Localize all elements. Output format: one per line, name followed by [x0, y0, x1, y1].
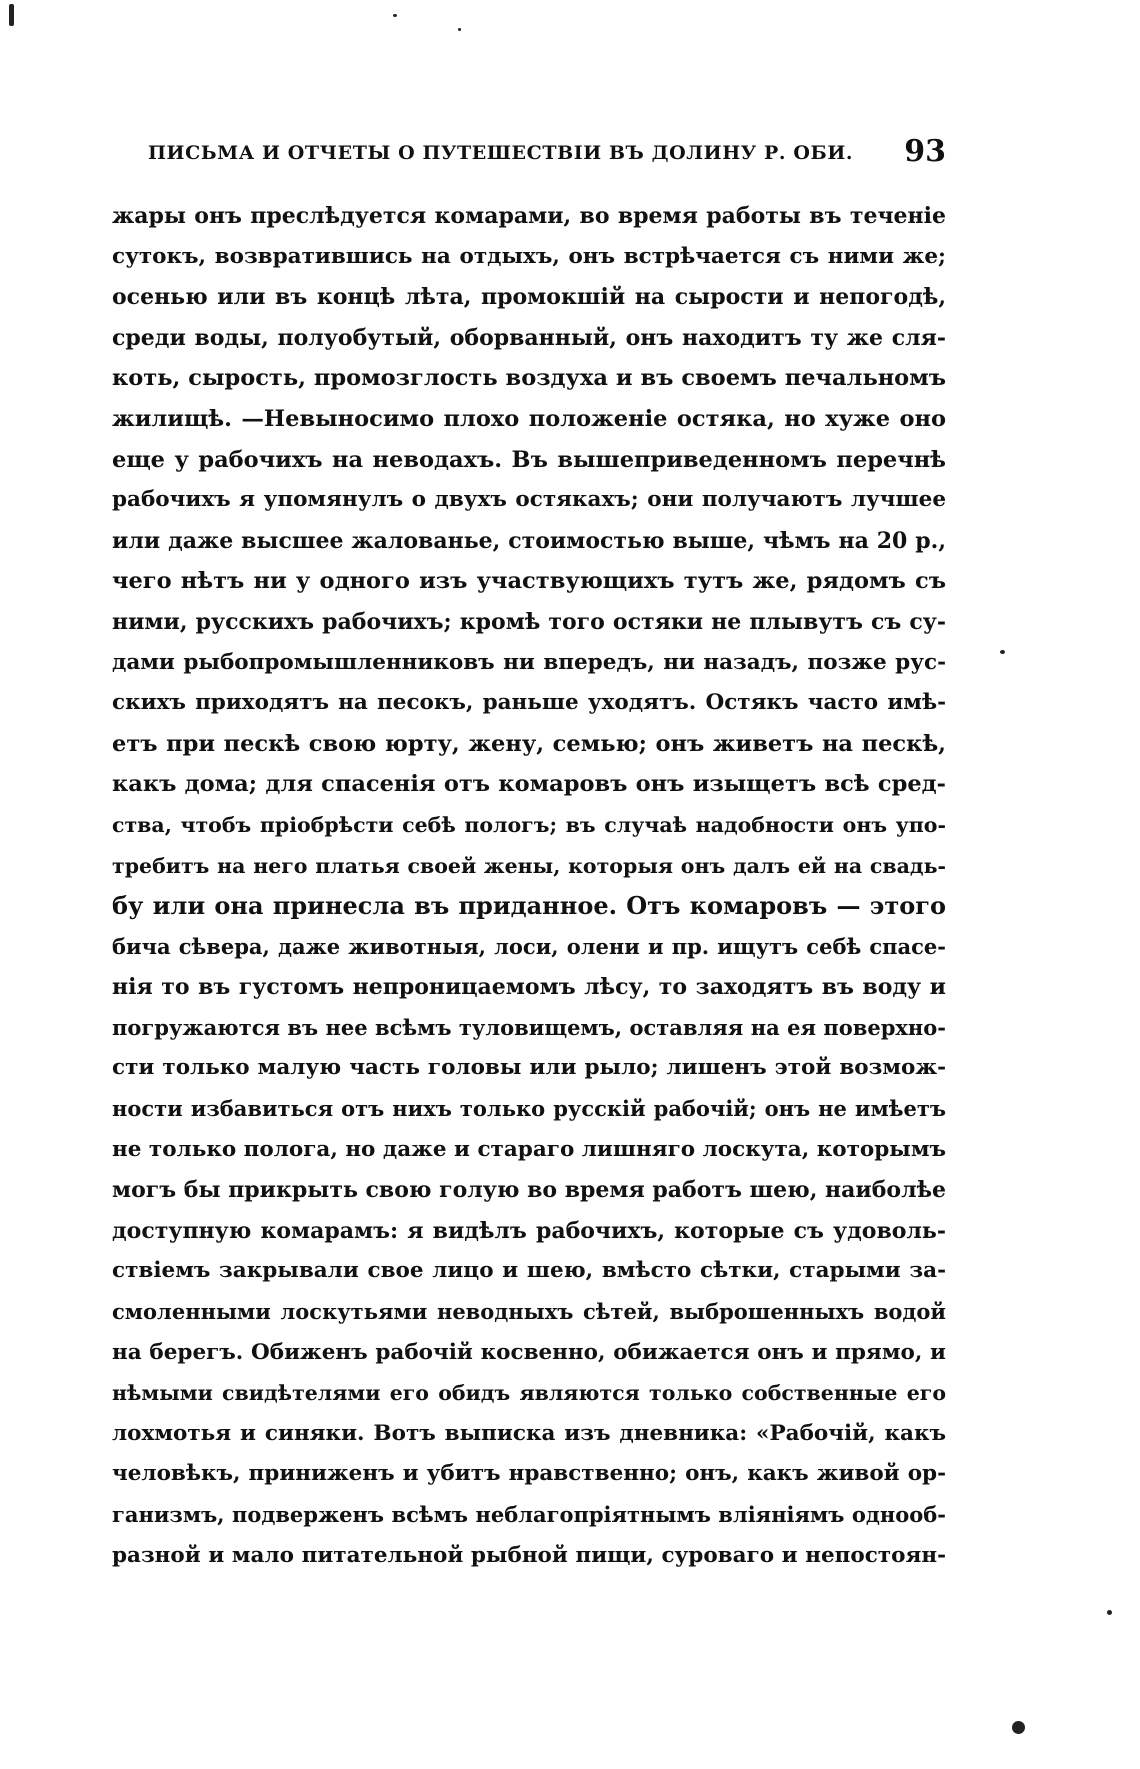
- text-line: лохмотья и синяки. Вотъ выписка изъ дневника: «Рабочій, какъ: [112, 1420, 946, 1446]
- scan-speck: [1012, 1721, 1025, 1734]
- text-line: или даже высшее жалованье, стоимостью выше, чѣмъ на 20 р.,: [112, 527, 946, 554]
- text-line: на берегъ. Обиженъ рабочій косвенно, обижается онъ и прямо, и: [112, 1339, 946, 1365]
- text-line: требитъ на него платья своей жены, которыя онъ далъ ей на свадь-: [112, 853, 946, 878]
- text-line: коть, сырость, промозглость воздуха и въ своемъ печальномъ: [112, 365, 946, 392]
- scan-speck: [1000, 650, 1005, 654]
- text-line: ганизмъ, подверженъ всѣмъ неблагопріятнымъ вліяніямъ однооб-: [112, 1502, 946, 1527]
- text-line: разной и мало питательной рыбной пищи, суроваго и непостоян-: [112, 1542, 946, 1568]
- text-line: ства, чтобъ пріобрѣсти себѣ пологъ; въ случаѣ надобности онъ упо-: [112, 812, 946, 837]
- text-line: бу или она принесла въ приданное. Отъ комаровъ — этого: [112, 891, 946, 921]
- text-line: сутокъ, возвратившись на отдыхъ, онъ встрѣчается съ ними же;: [112, 243, 946, 269]
- page-number: 93: [904, 134, 946, 169]
- text-line: нѣмыми свидѣтелями его обидъ являются только собственные его: [112, 1381, 946, 1406]
- text-line: рабочихъ я упомянулъ о двухъ остякахъ; они получаютъ лучшее: [112, 487, 946, 513]
- text-line: доступную комарамъ: я видѣлъ рабочихъ, которые съ удоволь-: [112, 1217, 946, 1244]
- text-line: жары онъ преслѣдуется комарами, во время работы въ теченіе: [112, 203, 946, 229]
- text-line: осенью или въ концѣ лѣта, промокшій на сырости и непогодѣ,: [112, 284, 946, 311]
- text-line: могъ бы прикрыть свою голую во время работъ шею, наиболѣе: [112, 1177, 947, 1204]
- text-line: смоленными лоскутьями неводныхъ сѣтей, выброшенныхъ водой: [112, 1299, 946, 1325]
- text-line: чего нѣтъ ни у одного изъ участвующихъ тутъ же, рядомъ съ: [112, 568, 946, 595]
- text-line: нія то въ густомъ непроницаемомъ лѣсу, то заходятъ въ воду и: [112, 974, 946, 1001]
- running-head: ПИСЬМА И ОТЧЕТЫ О ПУТЕШЕСТВІИ ВЪ ДОЛИНУ Р. ОБИ.: [148, 142, 854, 164]
- text-line: скихъ приходятъ на песокъ, раньше уходятъ. Остякъ часто имѣ-: [112, 690, 946, 716]
- text-line: человѣкъ, приниженъ и убитъ нравственно; онъ, какъ живой ор-: [112, 1461, 946, 1487]
- text-line: ними, русскихъ рабочихъ; кромѣ того остяки не плывутъ съ су-: [112, 608, 946, 635]
- text-line: еще у рабочихъ на неводахъ. Въ вышеприведенномъ перечнѣ: [112, 446, 946, 473]
- page-header: [148, 134, 946, 174]
- text-line: бича сѣвера, даже животныя, лоси, олени и пр. ищутъ себѣ спасе-: [112, 933, 946, 959]
- text-line: етъ при пескѣ свою юрту, жену, семью; онъ живетъ на пескѣ,: [112, 730, 946, 757]
- text-line: погружаются въ нее всѣмъ туловищемъ, оставляя на ея поверхно-: [112, 1014, 946, 1040]
- text-line: ствіемъ закрывали свое лицо и шею, вмѣсто сѣтки, старыми за-: [112, 1258, 946, 1284]
- scan-speck: [9, 4, 14, 26]
- text-line: сти только малую часть головы или рыло; лишенъ этой возмож-: [112, 1055, 946, 1081]
- text-line: среди воды, полуобутый, оборванный, онъ находитъ ту же сля-: [112, 324, 946, 351]
- scan-speck: [393, 14, 397, 17]
- body-text: [112, 196, 946, 1576]
- text-line: жилищѣ. —Невыносимо плохо положеніе остяка, но хуже оно: [112, 405, 946, 432]
- scan-speck: [458, 28, 461, 31]
- text-line: не только полога, но даже и стараго лишняго лоскута, которымъ: [112, 1136, 946, 1162]
- text-line: какъ дома; для спасенія отъ комаровъ онъ изыщетъ всѣ сред-: [112, 771, 946, 798]
- scan-speck: [1107, 1610, 1112, 1615]
- text-line: ности избавиться отъ нихъ только русскій рабочій; онъ не имѣетъ: [112, 1096, 946, 1122]
- text-line: дами рыбопромышленниковъ ни впередъ, ни назадъ, позже рус-: [112, 649, 946, 675]
